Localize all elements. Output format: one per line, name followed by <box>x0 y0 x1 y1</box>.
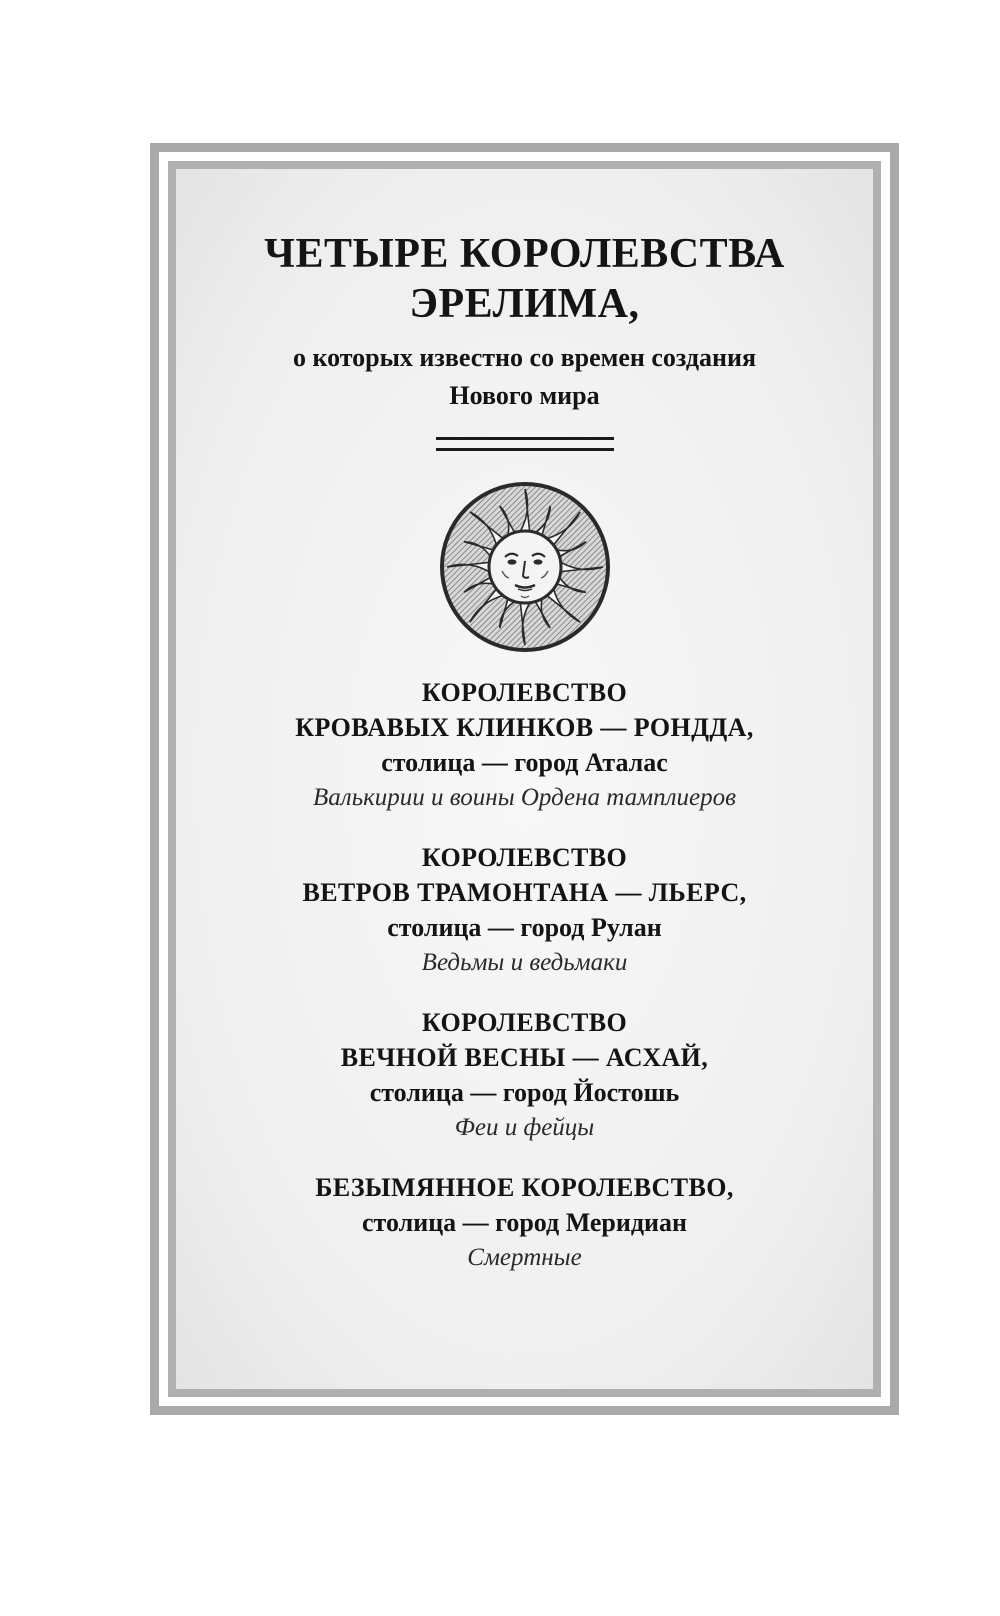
kingdom-capital: столица — город Рулан <box>387 913 662 942</box>
kingdom-name-line: ВЕТРОВ ТРАМОНТАНА — ЛЬЕРС, <box>302 878 747 907</box>
double-rule-divider <box>436 437 614 451</box>
kingdom-entry <box>176 1005 873 1145</box>
kingdom-name-line: КОРОЛЕВСТВО <box>421 1008 628 1037</box>
page-subtitle <box>176 339 873 415</box>
kingdom-capital: столица — город Меридиан <box>362 1208 687 1237</box>
page-frame-inner <box>168 161 881 1397</box>
page-frame-outer <box>150 143 899 1415</box>
kingdom-name-line: КРОВАВЫХ КЛИНКОВ — РОНДДА, <box>295 713 754 742</box>
page-content <box>176 229 873 1300</box>
title-line-2: ЭРЕЛИМА, <box>409 281 640 327</box>
kingdom-inhabitants: Ведьмы и ведьмаки <box>421 949 628 976</box>
kingdom-name-line: КОРОЛЕВСТВО <box>421 678 628 707</box>
subtitle-line-2: Нового мира <box>449 381 600 410</box>
sun-face-icon <box>439 481 611 653</box>
subtitle-line-1: о которых известно со времен создания <box>292 343 757 372</box>
page-title <box>176 229 873 329</box>
kingdom-capital: столица — город Аталас <box>381 748 668 777</box>
kingdom-inhabitants: Смертные <box>467 1244 582 1271</box>
kingdom-name-line: ВЕЧНОЙ ВЕСНЫ — АСХАЙ, <box>340 1043 709 1072</box>
kingdom-entry <box>176 1170 873 1275</box>
kingdom-capital: столица — город Йостошь <box>369 1078 680 1107</box>
kingdom-inhabitants: Феи и фейцы <box>454 1114 595 1141</box>
kingdom-inhabitants: Валькирии и воины Ордена тамплиеров <box>313 784 736 811</box>
kingdom-name-line: БЕЗЫМЯННОЕ КОРОЛЕВСТВО, <box>315 1173 734 1202</box>
kingdom-name-line: КОРОЛЕВСТВО <box>421 843 628 872</box>
kingdom-entry <box>176 675 873 815</box>
kingdom-list <box>176 675 873 1275</box>
kingdom-entry <box>176 840 873 980</box>
title-line-1: ЧЕТЫРЕ КОРОЛЕВСТВА <box>264 231 785 277</box>
